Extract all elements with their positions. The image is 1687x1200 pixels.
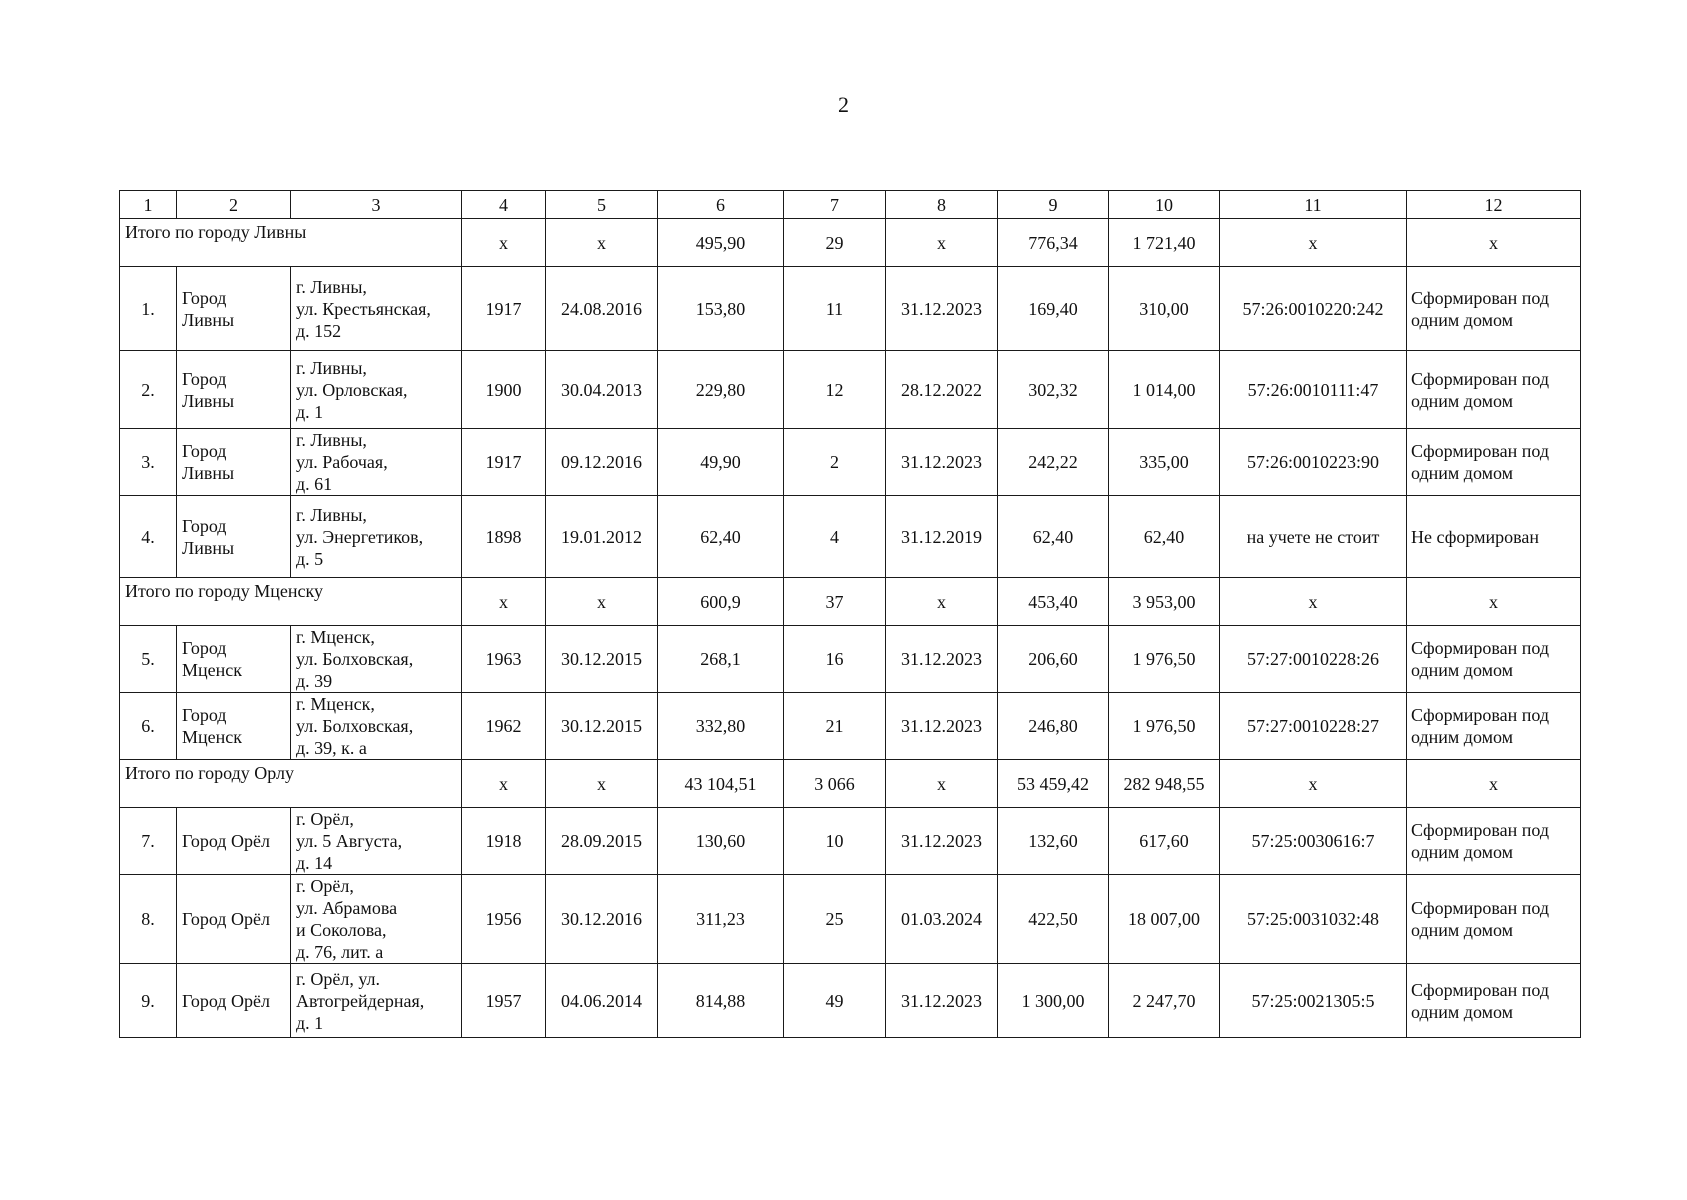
cell-col-10: 2 247,70 [1109,964,1220,1038]
building-address-line: д. 76, лит. а [296,942,384,962]
cell-col-7: 29 [784,219,886,267]
cell-col-10: 282 948,55 [1109,760,1220,808]
row-number: 8. [120,875,177,964]
land-plot-status-line: одним домом [1411,309,1514,330]
land-plot-status-line: Сформирован под [1411,638,1550,658]
cell-col-8: x [886,219,998,267]
cell-col-5: 28.09.2015 [546,808,658,875]
cell-col-6: 43 104,51 [658,760,784,808]
municipality-name-line: Город Орёл [182,909,270,929]
building-address [291,626,462,693]
land-plot-status-line: Сформирован под [1411,441,1550,461]
cadastral-number: 57:25:0030616:7 [1220,808,1407,875]
building-address-line: и Соколова, [296,920,387,940]
cell-col-9: 206,60 [998,626,1109,693]
building-address-line: д. 61 [296,474,333,494]
municipality-name-line: Город Орёл [182,990,270,1011]
building-address-line: г. Орёл, [296,876,354,896]
cell-col-9: 776,34 [998,219,1109,267]
land-plot-status: x [1407,219,1581,267]
building-address-line: г. Ливны, [296,276,367,297]
cell-col-7: 37 [784,578,886,626]
municipality-name-line: Ливны [182,390,235,411]
cell-col-5: 30.04.2013 [546,351,658,429]
land-plot-status [1407,351,1581,429]
land-plot-status-line: Сформирован под [1411,979,1550,1000]
cell-col-6: 814,88 [658,964,784,1038]
municipality-name-line: Город [182,368,227,389]
cell-col-7: 11 [784,267,886,351]
cadastral-number: на учете не стоит [1220,496,1407,578]
building-address-line: г. Ливны, [296,504,367,525]
building-address [291,808,462,875]
cell-col-9: 246,80 [998,693,1109,760]
municipality-name-line: Город [182,705,227,725]
subtotal-label: Итого по городу Орлу [120,760,462,808]
cell-col-5: 09.12.2016 [546,429,658,496]
cell-col-8: 28.12.2022 [886,351,998,429]
housing-registry-table [119,190,1581,1038]
building-address [291,351,462,429]
building-address [291,267,462,351]
land-plot-status-line: Сформирован под [1411,705,1550,725]
column-number-header-row [120,191,1581,219]
cell-col-5: x [546,760,658,808]
cell-col-10: 310,00 [1109,267,1220,351]
cell-col-6: 495,90 [658,219,784,267]
cell-col-10: 1 976,50 [1109,626,1220,693]
building-address-line: д. 5 [296,548,324,569]
cell-col-4: x [462,219,546,267]
building-address-line: ул. 5 Августа, [296,831,403,851]
building-address-line: д. 14 [296,853,333,873]
column-header-10: 10 [1109,191,1220,219]
subtotal-label: Итого по городу Ливны [120,219,462,267]
municipality-name-line: Город Орёл [182,831,270,851]
municipality-name [177,429,291,496]
building-address-line: г. Ливны, [296,430,367,450]
municipality-name [177,626,291,693]
municipality-name [177,693,291,760]
building-address-line: д. 152 [296,320,342,341]
municipality-name [177,875,291,964]
cell-col-8: 31.12.2023 [886,429,998,496]
row-number: 7. [120,808,177,875]
cadastral-number: x [1220,578,1407,626]
subtotal-label: Итого по городу Мценску [120,578,462,626]
cell-col-4: 1900 [462,351,546,429]
cell-col-5: x [546,219,658,267]
cell-col-4: 1956 [462,875,546,964]
cell-col-10: 1 721,40 [1109,219,1220,267]
cadastral-number: 57:25:0031032:48 [1220,875,1407,964]
cell-col-5: 24.08.2016 [546,267,658,351]
cell-col-6: 332,80 [658,693,784,760]
land-plot-status [1407,875,1581,964]
cell-col-7: 12 [784,351,886,429]
cell-col-9: 1 300,00 [998,964,1109,1038]
building-address-line: г. Мценск, [296,627,375,647]
cell-col-7: 10 [784,808,886,875]
municipality-name [177,351,291,429]
land-plot-status-line: одним домом [1411,842,1514,862]
cell-col-6: 153,80 [658,267,784,351]
column-header-7: 7 [784,191,886,219]
land-plot-status-line: одним домом [1411,727,1514,747]
land-plot-status-line: Сформирован под [1411,368,1550,389]
cell-col-4: 1918 [462,808,546,875]
cell-col-8: 31.12.2023 [886,808,998,875]
column-header-12: 12 [1407,191,1581,219]
municipality-name-line: Город [182,515,227,536]
cell-col-6: 600,9 [658,578,784,626]
land-plot-status-line: одним домом [1411,660,1514,680]
cell-col-8: 31.12.2023 [886,964,998,1038]
cell-col-5: 04.06.2014 [546,964,658,1038]
cell-col-7: 21 [784,693,886,760]
column-header-4: 4 [462,191,546,219]
cadastral-number: 57:26:0010111:47 [1220,351,1407,429]
building-address-line: ул. Рабочая, [296,452,388,472]
table-row [120,351,1581,429]
column-header-8: 8 [886,191,998,219]
cell-col-9: 302,32 [998,351,1109,429]
municipality-name-line: Город [182,441,227,461]
building-address-line: д. 39, к. а [296,738,367,758]
land-plot-status [1407,626,1581,693]
building-address-line: д. 1 [296,401,324,422]
cell-col-7: 25 [784,875,886,964]
cell-col-9: 169,40 [998,267,1109,351]
cell-col-4: x [462,760,546,808]
municipality-name-line: Ливны [182,463,235,483]
cell-col-6: 268,1 [658,626,784,693]
building-address-line: ул. Крестьянская, [296,298,431,319]
building-address-line: г. Орёл, [296,809,354,829]
cell-col-9: 62,40 [998,496,1109,578]
land-plot-status [1407,267,1581,351]
table-row [120,626,1581,693]
cadastral-number: 57:27:0010228:27 [1220,693,1407,760]
column-header-1: 1 [120,191,177,219]
municipality-name-line: Город [182,287,227,308]
building-address-line: ул. Болховская, [296,649,414,669]
subtotal-row [120,578,1581,626]
page-number: 2 [838,92,849,117]
cell-col-4: 1917 [462,429,546,496]
cell-col-4: 1917 [462,267,546,351]
cell-col-4: 1898 [462,496,546,578]
land-plot-status: x [1407,578,1581,626]
cell-col-8: 31.12.2023 [886,626,998,693]
building-address-line: г. Мценск, [296,694,375,714]
building-address-line: г. Орёл, ул. [296,968,381,989]
land-plot-status-line: Сформирован под [1411,820,1550,840]
municipality-name [177,496,291,578]
cell-col-7: 3 066 [784,760,886,808]
municipality-name-line: Мценск [182,660,242,680]
row-number: 1. [120,267,177,351]
cell-col-10: 617,60 [1109,808,1220,875]
cell-col-6: 311,23 [658,875,784,964]
land-plot-status-line: Сформирован под [1411,898,1550,918]
building-address-line: ул. Абрамова [296,898,398,918]
land-plot-status-line: одним домом [1411,463,1514,483]
building-address-line: ул. Болховская, [296,716,414,736]
building-address-line: д. 39 [296,671,333,691]
cell-col-10: 62,40 [1109,496,1220,578]
cell-col-6: 49,90 [658,429,784,496]
municipality-name-line: Город [182,638,227,658]
land-plot-status [1407,808,1581,875]
column-header-3: 3 [291,191,462,219]
cell-col-8: x [886,578,998,626]
column-header-2: 2 [177,191,291,219]
building-address-line: Автогрейдерная, [296,990,425,1011]
column-header-6: 6 [658,191,784,219]
building-address-line: г. Ливны, [296,357,367,378]
table-row [120,808,1581,875]
land-plot-status [1407,693,1581,760]
cell-col-8: 31.12.2023 [886,693,998,760]
cadastral-number: 57:26:0010220:242 [1220,267,1407,351]
cell-col-8: 31.12.2019 [886,496,998,578]
municipality-name [177,267,291,351]
table-body [120,191,1581,1038]
cell-col-8: x [886,760,998,808]
building-address [291,496,462,578]
land-plot-status [1407,429,1581,496]
cadastral-number: x [1220,219,1407,267]
cell-col-10: 1 976,50 [1109,693,1220,760]
building-address-line: ул. Орловская, [296,379,408,400]
cell-col-4: 1957 [462,964,546,1038]
cell-col-7: 49 [784,964,886,1038]
column-header-9: 9 [998,191,1109,219]
table-row [120,875,1581,964]
municipality-name-line: Мценск [182,727,242,747]
cell-col-7: 16 [784,626,886,693]
table-row [120,964,1581,1038]
building-address-line: д. 1 [296,1012,324,1033]
cell-col-8: 31.12.2023 [886,267,998,351]
cadastral-number: 57:27:0010228:26 [1220,626,1407,693]
table-row [120,496,1581,578]
cadastral-number: 57:26:0010223:90 [1220,429,1407,496]
row-number: 4. [120,496,177,578]
land-plot-status-line: одним домом [1411,1001,1514,1022]
cell-col-10: 335,00 [1109,429,1220,496]
cell-col-6: 130,60 [658,808,784,875]
land-plot-status: x [1407,760,1581,808]
cadastral-number: x [1220,760,1407,808]
cell-col-7: 2 [784,429,886,496]
cell-col-9: 242,22 [998,429,1109,496]
cell-col-6: 62,40 [658,496,784,578]
cell-col-6: 229,80 [658,351,784,429]
cell-col-10: 18 007,00 [1109,875,1220,964]
cell-col-10: 1 014,00 [1109,351,1220,429]
land-plot-status [1407,964,1581,1038]
column-header-5: 5 [546,191,658,219]
cell-col-9: 132,60 [998,808,1109,875]
subtotal-row [120,219,1581,267]
land-plot-status-line: Не сформирован [1411,526,1539,547]
cell-col-7: 4 [784,496,886,578]
building-address [291,875,462,964]
municipality-name [177,808,291,875]
land-plot-status-line: одним домом [1411,920,1514,940]
building-address-line: ул. Энергетиков, [296,526,424,547]
cell-col-9: 422,50 [998,875,1109,964]
land-plot-status [1407,496,1581,578]
land-plot-status-line: одним домом [1411,390,1514,411]
cell-col-4: x [462,578,546,626]
building-address [291,693,462,760]
building-address [291,964,462,1038]
cell-col-5: 30.12.2015 [546,693,658,760]
municipality-name-line: Ливны [182,309,235,330]
column-header-11: 11 [1220,191,1407,219]
cell-col-4: 1963 [462,626,546,693]
cell-col-5: x [546,578,658,626]
cell-col-5: 30.12.2016 [546,875,658,964]
cell-col-9: 53 459,42 [998,760,1109,808]
municipality-name-line: Ливны [182,537,235,558]
subtotal-row [120,760,1581,808]
cell-col-4: 1962 [462,693,546,760]
building-address [291,429,462,496]
row-number: 3. [120,429,177,496]
row-number: 6. [120,693,177,760]
cadastral-number: 57:25:0021305:5 [1220,964,1407,1038]
row-number: 9. [120,964,177,1038]
municipality-name [177,964,291,1038]
table-row [120,267,1581,351]
cell-col-9: 453,40 [998,578,1109,626]
cell-col-8: 01.03.2024 [886,875,998,964]
cell-col-5: 30.12.2015 [546,626,658,693]
row-number: 5. [120,626,177,693]
cell-col-5: 19.01.2012 [546,496,658,578]
cell-col-10: 3 953,00 [1109,578,1220,626]
table-row [120,429,1581,496]
table-row [120,693,1581,760]
row-number: 2. [120,351,177,429]
land-plot-status-line: Сформирован под [1411,287,1550,308]
